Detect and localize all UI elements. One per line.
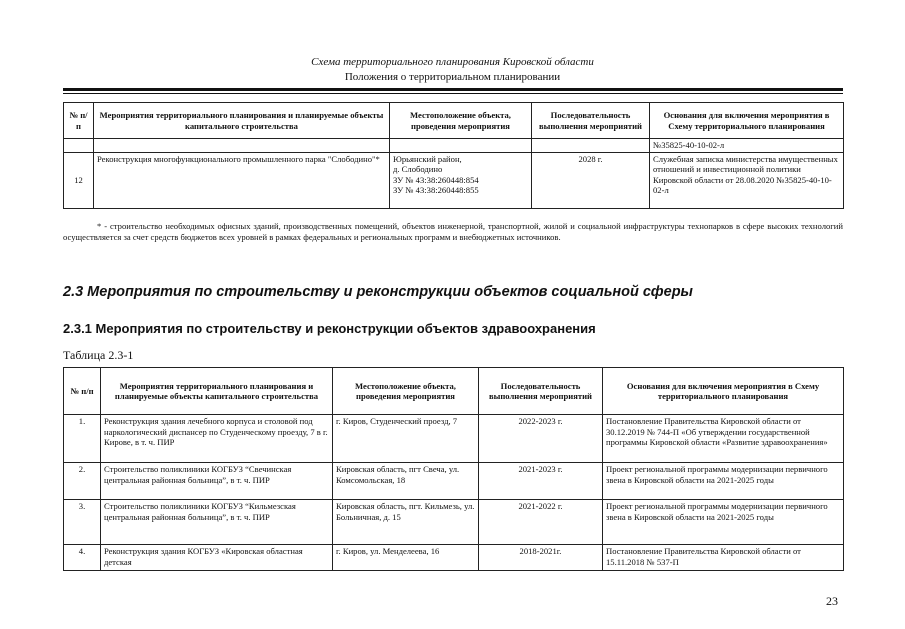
cell-num: 3. <box>64 500 101 545</box>
col-header-location: Местоположение объекта, проведения мероприятия <box>390 103 532 139</box>
cell-num: 12 <box>64 152 94 208</box>
cell-sequence: 2021-2022 г. <box>479 500 603 545</box>
col-header-sequence: Последовательность выполнения мероприятий <box>479 368 603 415</box>
subsection-heading: 2.3.1 Мероприятия по строительству и реконструкции объектов здравоохранения <box>63 321 596 336</box>
page-number: 23 <box>826 594 838 608</box>
cell-location <box>390 152 532 208</box>
cell-basis: Постановление Правительства Кировской области от 30.12.2019 № 744-П «Об утверждении государственной программы Кировской области «Развитие здравоохранения» <box>603 415 844 463</box>
col-header-location: Местоположение объекта, проведения мероприятия <box>333 368 479 415</box>
table-industrial-parks <box>63 102 844 209</box>
table-row <box>64 545 844 571</box>
cell-sequence: 2022-2023 г. <box>479 415 603 463</box>
cell-name: Строительство поликлиники КОГБУЗ “Свечинская центральная районная больница”, в т. ч. ПИР <box>101 463 333 500</box>
document-header-title: Схема территориального планирования Кировской области <box>311 56 594 68</box>
cell-name: Реконструкция здания КОГБУЗ «Кировская областная детская <box>101 545 333 571</box>
col-header-basis: Основания для включения мероприятия в Схему территориального планирования <box>603 368 844 415</box>
table-row <box>64 463 844 500</box>
location-line: ЗУ № 43:38:260448:854 <box>393 174 479 185</box>
location-line: д. Слободино <box>393 164 443 174</box>
cell-basis: Постановление Правительства Кировской области от 15.11.2018 № 537-П <box>603 545 844 571</box>
cell-location: г. Киров, Студенческий проезд, 7 <box>333 415 479 463</box>
cell-location: Кировская область, пгт. Кильмезь, ул. Больничная, д. 15 <box>333 500 479 545</box>
table-row <box>64 500 844 545</box>
header-rule-thick <box>63 88 843 91</box>
cell-name: Реконструкция многофункционального промышленного парка "Слободино"* <box>94 152 390 208</box>
table-healthcare <box>63 367 844 571</box>
cell-name: Реконструкция здания лечебного корпуса и столовой под наркологический диспансер по Студенческому проезду, 7 в г. Кирове, в т. ч. ПИР <box>101 415 333 463</box>
cell-location: г. Киров, ул. Менделеева, 16 <box>333 545 479 571</box>
footnote: * - строительство необходимых офисных зданий, производственных помещений, объектов инженерной, транспортной, жилой и социальной инфраструктуры технопарков в сфере высоких технологий осуществляется за счет средств бюджетов всех уровней в рамках федеральных и региональных программ и внебюджетных источников. <box>63 221 843 242</box>
table-row <box>64 152 844 208</box>
col-header-name: Мероприятия территориального планирования и планируемые объекты капитального строительства <box>101 368 333 415</box>
cell-num: 1. <box>64 415 101 463</box>
col-header-sequence: Последовательность выполнения мероприятий <box>532 103 650 139</box>
location-line: Юрьянский район, <box>393 153 462 164</box>
cell-num: 4. <box>64 545 101 571</box>
col-header-num: № п/п <box>64 368 101 415</box>
col-header-name: Мероприятия территориального планирования и планируемые объекты капитального строительства <box>94 103 390 139</box>
cell-num: 2. <box>64 463 101 500</box>
col-header-num: № п/п <box>64 103 94 139</box>
table-row <box>64 139 844 153</box>
cell-location: Кировская область, пгт Свеча, ул. Комсомольская, 18 <box>333 463 479 500</box>
section-heading: 2.3 Мероприятия по строительству и реконструкции объектов социальной сферы <box>63 284 693 300</box>
header-rule-thin <box>63 93 843 94</box>
cell-basis: №35825-40-10-02-л <box>650 139 844 153</box>
table-header-row <box>64 368 844 415</box>
table-caption: Таблица 2.3-1 <box>63 348 134 362</box>
cell-basis: Служебная записка министерства имущественных отношений и инвестиционной политики Кировской области от 28.08.2020 №35825-40-10-02-л <box>650 152 844 208</box>
location-line: ЗУ № 43:38:260448:855 <box>393 185 479 195</box>
cell-basis: Проект региональной программы модернизации первичного звена в Кировской области на 2021-2025 годы <box>603 500 844 545</box>
col-header-basis: Основания для включения мероприятия в Схему территориального планирования <box>650 103 844 139</box>
cell-name: Строительство поликлиники КОГБУЗ “Кильмезская центральная районная больница”, в т. ч. ПИР <box>101 500 333 545</box>
cell-sequence: 2028 г. <box>532 152 650 208</box>
cell-sequence: 2018-2021г. <box>479 545 603 571</box>
document-header-subtitle: Положения о территориальном планировании <box>344 71 561 83</box>
table-row <box>64 415 844 463</box>
table-header-row <box>64 103 844 139</box>
cell-sequence: 2021-2023 г. <box>479 463 603 500</box>
cell-basis: Проект региональной программы модернизации первичного звена в Кировской области на 2021-2025 годы <box>603 463 844 500</box>
